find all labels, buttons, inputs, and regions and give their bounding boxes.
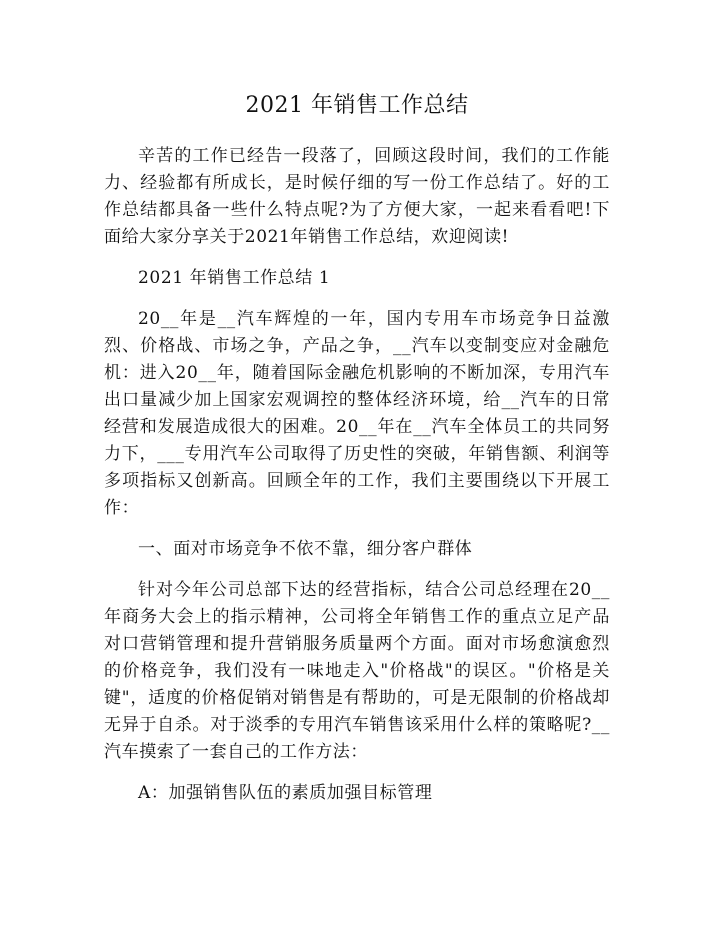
subsection-heading: 一、面对市场竞争不依不靠，细分客户群体: [138, 539, 473, 559]
section-heading: 2021 年销售工作总结 1: [138, 268, 331, 288]
subsection-heading: A：加强销售队伍的素质加强目标管理: [138, 783, 433, 803]
intro-paragraph: 辛苦的工作已经告一段落了，回顾这段时间，我们的工作能力、经验都有所成长，是时候仔细的写一份工作总结了。好的工作总结都具备一些什么特点呢?为了方便大家，一起来看看吧!下面给大家分享关于2021年销售工作总结，欢迎阅读!: [104, 146, 610, 247]
body-paragraph: 20__年是__汽车辉煌的一年，国内专用车市场竞争日益激烈、价格战、市场之争，产品之争，__汽车以变制变应对金融危机：进入20__年，随着国际金融危机影响的不断加深，专用汽车出口量减少加上国家宏观调控的整体经济环境，给__汽车的日常经营和发展造成很大的困难。20__年在__汽车全体员工的共同努力下，___专用汽车公司取得了历史性的突破，年销售额、利润等多项指标又创新高。回顾全年的工作，我们主要围绕以下开展工作：: [104, 309, 610, 518]
document-title: 2021 年销售工作总结: [245, 93, 469, 118]
body-paragraph: 针对今年公司总部下达的经营指标，结合公司总经理在20__年商务大会上的指示精神，公司将全年销售工作的重点立足产品对口营销管理和提升营销服务质量两个方面。面对市场愈演愈烈的价格竞争，我们没有一味地走入"价格战"的误区。"价格是关键"，适度的价格促销对销售是有帮助的，可是无限制的价格战却无异于自杀。对于淡季的专用汽车销售该采用什么样的策略呢?__汽车摸索了一套自己的工作方法：: [104, 580, 610, 762]
